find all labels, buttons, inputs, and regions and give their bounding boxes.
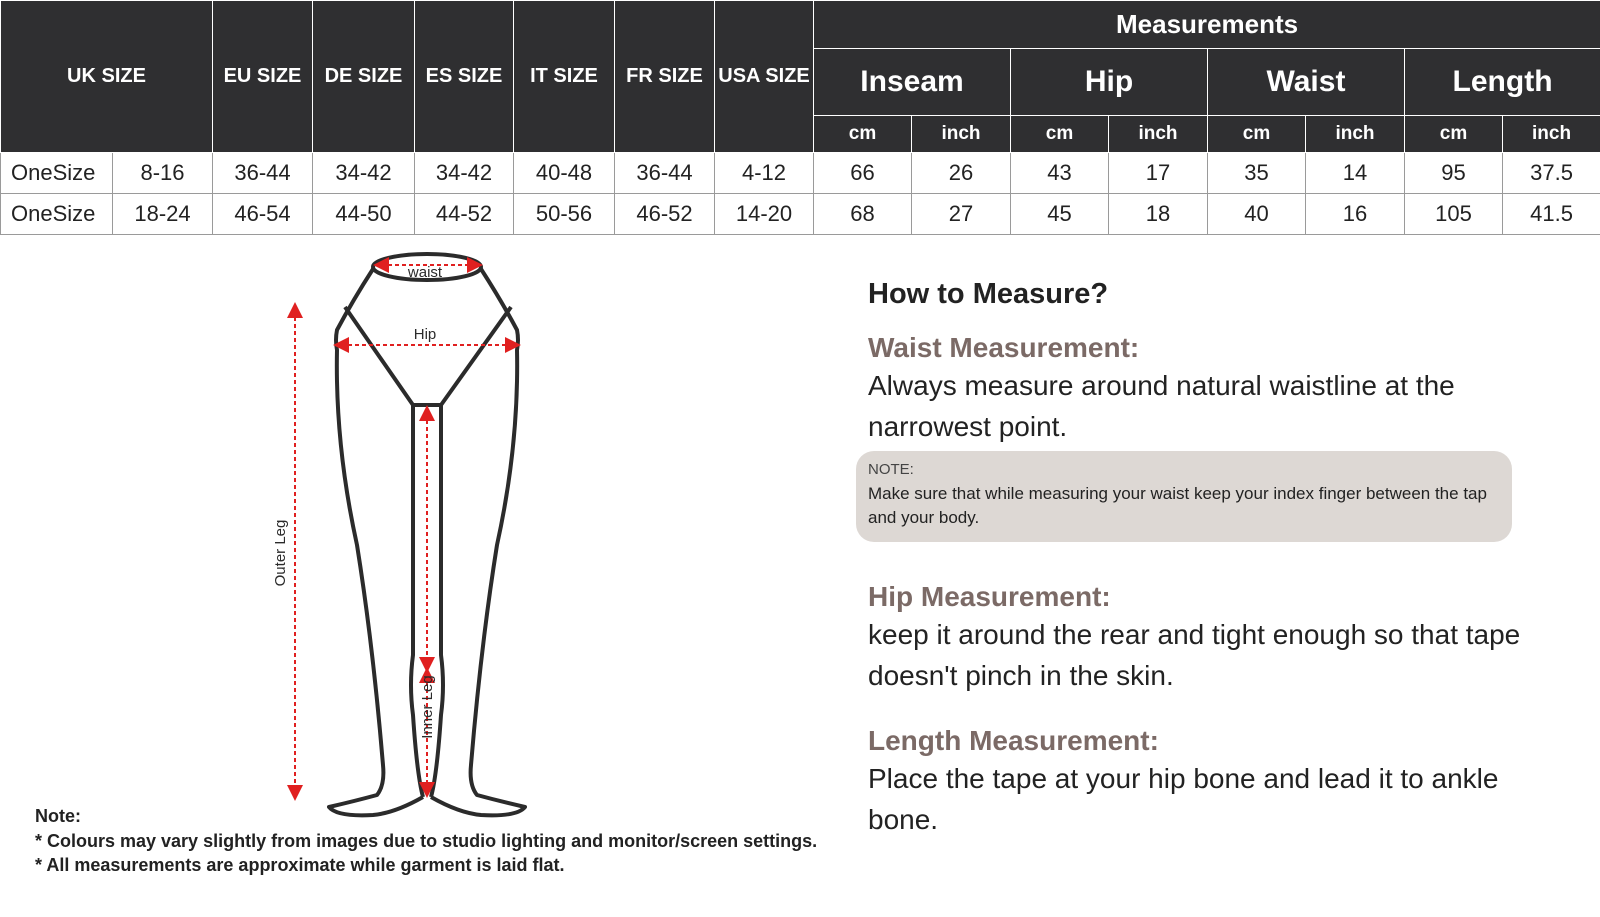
cell-eu-size: 46-54 <box>213 194 313 235</box>
cell-waist-cm: 35 <box>1208 153 1306 194</box>
cell-fr-size: 46-52 <box>615 194 715 235</box>
cell-length-inch: 37.5 <box>1503 153 1600 194</box>
header-inseam: Inseam <box>814 49 1011 116</box>
footer-note-line-1: * Colours may vary slightly from images due to studio lighting and monitor/screen settings. <box>35 831 818 851</box>
cell-waist-inch: 14 <box>1306 153 1405 194</box>
header-usa-size: USA SIZE <box>715 1 814 153</box>
cell-de-size: 44-50 <box>313 194 415 235</box>
header-de-size: DE SIZE <box>313 1 415 153</box>
cell-es-size: 44-52 <box>415 194 514 235</box>
footer-note-label: Note: <box>35 806 81 826</box>
cell-length-inch: 41.5 <box>1503 194 1600 235</box>
cell-inseam-cm: 66 <box>814 153 912 194</box>
header-uk-size: UK SIZE <box>1 1 213 153</box>
header-it-size: IT SIZE <box>514 1 615 153</box>
unit-length-inch: inch <box>1503 116 1600 153</box>
cell-uk-size: 18-24 <box>113 194 213 235</box>
cell-hip-cm: 45 <box>1011 194 1109 235</box>
cell-es-size: 34-42 <box>415 153 514 194</box>
length-measurement-title: Length Measurement: <box>868 725 1159 756</box>
header-eu-size: EU SIZE <box>213 1 313 153</box>
footer-notes <box>35 806 935 879</box>
note-text: Make sure that while measuring your waist keep your index finger between the tap and your body. <box>868 484 1487 527</box>
cell-usa-size: 4-12 <box>715 153 814 194</box>
cell-uk-label: OneSize <box>1 153 113 194</box>
cell-length-cm: 95 <box>1405 153 1503 194</box>
cell-inseam-inch: 27 <box>912 194 1011 235</box>
how-to-measure-title: How to Measure? <box>868 278 1109 310</box>
note-label: NOTE: <box>868 461 914 478</box>
hip-measurement-title: Hip Measurement: <box>868 581 1111 612</box>
cell-de-size: 34-42 <box>313 153 415 194</box>
unit-waist-inch: inch <box>1306 116 1405 153</box>
cell-uk-label: OneSize <box>1 194 113 235</box>
header-waist: Waist <box>1208 49 1405 116</box>
unit-hip-inch: inch <box>1109 116 1208 153</box>
cell-fr-size: 36-44 <box>615 153 715 194</box>
cell-it-size: 40-48 <box>514 153 615 194</box>
cell-length-cm: 105 <box>1405 194 1503 235</box>
cell-waist-cm: 40 <box>1208 194 1306 235</box>
header-hip: Hip <box>1011 49 1208 116</box>
leggings-diagram <box>255 245 555 835</box>
table-row <box>1 194 1600 235</box>
waist-measurement-title: Waist Measurement: <box>868 332 1140 363</box>
header-fr-size: FR SIZE <box>615 1 715 153</box>
inner-leg-label: Inner Leg <box>419 675 436 739</box>
leggings-illustration <box>255 245 555 835</box>
cell-eu-size: 36-44 <box>213 153 313 194</box>
waist-note-box <box>856 451 1512 542</box>
header-es-size: ES SIZE <box>415 1 514 153</box>
unit-inseam-cm: cm <box>814 116 912 153</box>
cell-inseam-inch: 26 <box>912 153 1011 194</box>
how-to-measure-section <box>868 270 1568 840</box>
footer-note-line-2: * All measurements are approximate while garment is laid flat. <box>35 855 565 875</box>
header-measurements: Measurements <box>814 1 1600 49</box>
cell-inseam-cm: 68 <box>814 194 912 235</box>
table-row <box>1 153 1600 194</box>
hip-label: Hip <box>413 326 437 343</box>
waist-label: waist <box>407 264 443 281</box>
cell-it-size: 50-56 <box>514 194 615 235</box>
length-measurement-text: Place the tape at your hip bone and lead it to ankle bone. <box>868 763 1499 835</box>
cell-hip-cm: 43 <box>1011 153 1109 194</box>
hip-measurement-text: keep it around the rear and tight enough so that tape doesn't pinch in the skin. <box>868 619 1521 691</box>
unit-waist-cm: cm <box>1208 116 1306 153</box>
cell-hip-inch: 17 <box>1109 153 1208 194</box>
unit-hip-cm: cm <box>1011 116 1109 153</box>
outer-leg-label: Outer Leg <box>272 519 289 587</box>
header-length: Length <box>1405 49 1600 116</box>
cell-hip-inch: 18 <box>1109 194 1208 235</box>
size-chart-table <box>0 0 1600 235</box>
unit-inseam-inch: inch <box>912 116 1011 153</box>
cell-uk-size: 8-16 <box>113 153 213 194</box>
waist-measurement-text: Always measure around natural waistline at the narrowest point. <box>868 370 1455 442</box>
cell-usa-size: 14-20 <box>715 194 814 235</box>
unit-length-cm: cm <box>1405 116 1503 153</box>
cell-waist-inch: 16 <box>1306 194 1405 235</box>
